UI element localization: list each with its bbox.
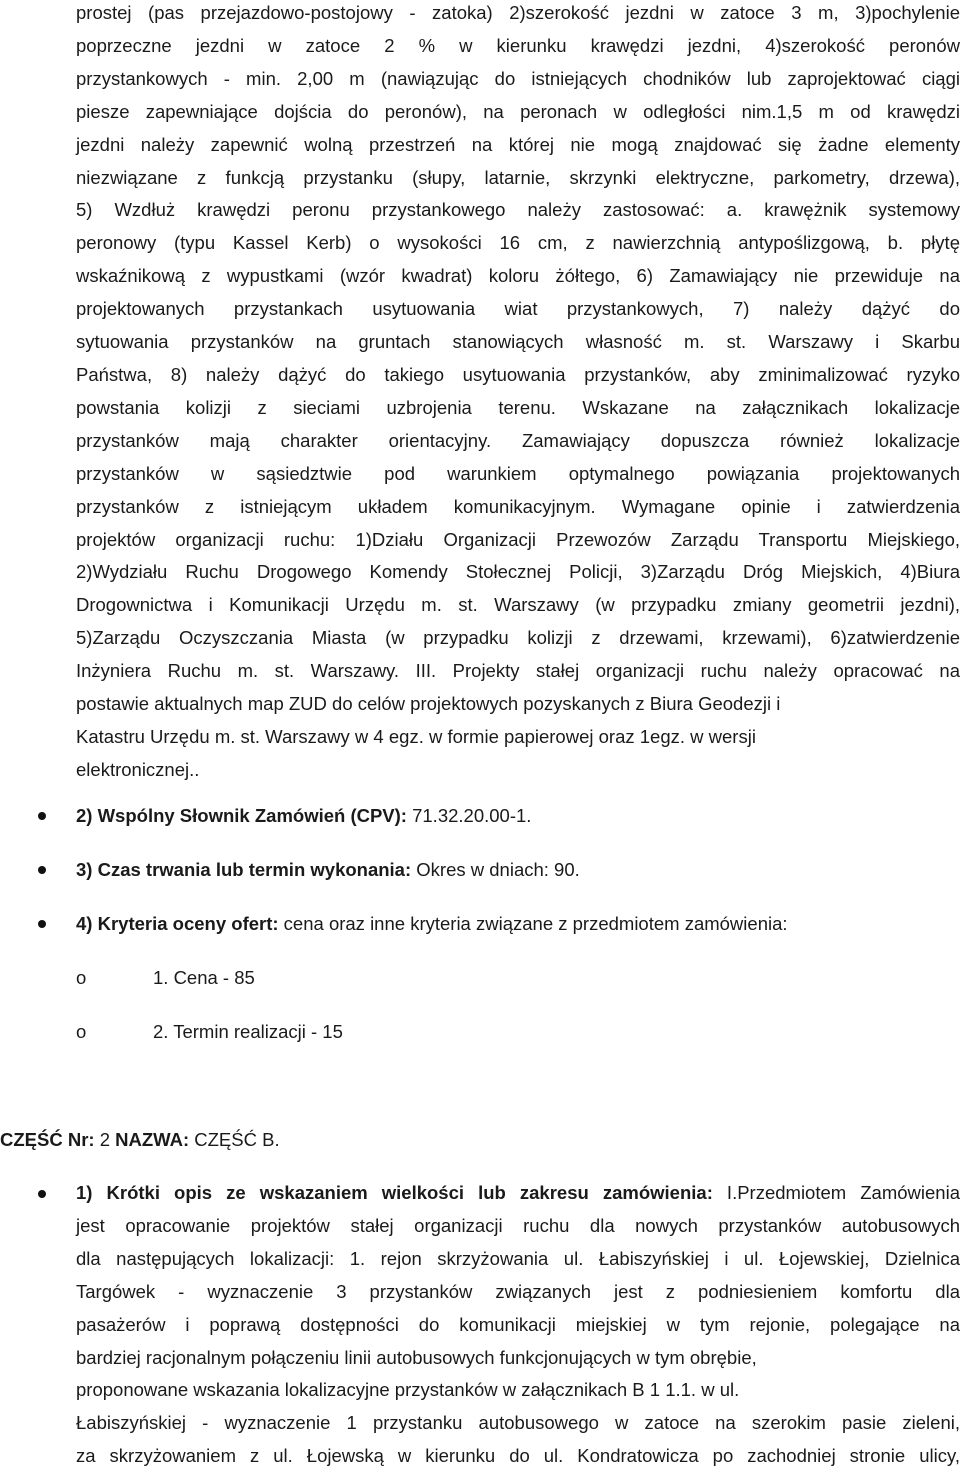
text-line: projektów organizacji ruchu: 1)Działu Organizacji Przewozów Zarządu Transportu Miejskiego, (76, 528, 960, 550)
text-line: za skrzyżowaniem z ul. Łojewską w kierunku do ul. Kondratowicza po zachodniej stronie ulicy, (76, 1445, 960, 1467)
criteria-value: cena oraz inne kryteria związane z przedmiotem zamówienia: (278, 913, 788, 934)
text-line: 5)Zarządu Oczyszczania Miasta (w przypadku kolizji z drzewami, krzewami), 6)zatwierdzenie (76, 627, 960, 649)
sub-bullet-marker: o (76, 1021, 87, 1042)
text-line: sytuowania przystanków na gruntach stanowiących własność m. st. Warszawy i Skarbu (76, 331, 960, 353)
text-line: jest opracowanie projektów stałej organizacji ruchu dla nowych przystanków autobusowych (76, 1214, 960, 1236)
name-value: CZĘŚĆ B. (189, 1129, 280, 1150)
text-line: Drogownictwa i Komunikacji Urzędu m. st. Warszawy (w przypadku zmiany geometrii jezdni), (76, 594, 960, 616)
duration-label: 3) Czas trwania lub termin wykonania: (76, 859, 412, 880)
text-line: pasażerów i poprawą dostępności do komunikacji miejskiej w tym rejonie, polegające na (76, 1313, 960, 1335)
text-line: Państwa, 8) należy dążyć do takiego usytuowania przystanków, aby zminimalizować ryzyko (76, 363, 960, 385)
text-line: prostej (pas przejazdowo-postojowy - zatoka) 2)szerokość jezdni w zatoce 3 m, 3)pochylenie (76, 2, 960, 23)
text-line: proponowane wskazania lokalizacyjne przystanków w załącznikach B 1 1.1. w ul. (76, 1379, 740, 1401)
text-line: przystanków z istniejącym układem komunikacyjnym. Wymagane opinie i zatwierdzenia (76, 495, 960, 517)
text-line: Łabiszyńskiej - wyznaczenie 1 przystanku autobusowego w zatoce na szerokim pasie zieleni, (76, 1412, 960, 1434)
text-line: Inżyniera Ruchu m. st. Warszawy. III. Projekty stałej organizacji ruchu należy opracować na (76, 660, 960, 682)
text-line: wskaźnikową z wypustkami (wzór kwadrat) koloru żółtego, 6) Zamawiający nie przewiduje na (76, 265, 960, 287)
part-heading (0, 1124, 280, 1156)
text-line: 5) Wzdłuż krawędzi peronu przystankowego należy zastosować: a. krawężnik systemowy (76, 199, 960, 221)
short-description-label: 1) Krótki opis ze wskazaniem wielkości lub zakresu zamówienia: (76, 1182, 713, 1203)
text-line: przystanków w sąsiedztwie pod warunkiem optymalnego powiązania projektowanych (76, 462, 960, 484)
text-line: Targówek - wyznaczenie 3 przystanków związanych jest z podniesieniem komfortu dla (76, 1280, 960, 1302)
name-label: NAZWA: (115, 1129, 190, 1150)
bullet-icon (38, 1190, 46, 1198)
text-line: postawie aktualnych map ZUD do celów projektowych pozyskanych z Biura Geodezji i (76, 693, 781, 715)
bullet-icon (38, 812, 46, 820)
text-line: niezwiązane z funkcją przystanku (słupy, latarnie, skrzynki elektryczne, parkometry, drzewa), (76, 166, 960, 188)
specification-paragraph (76, 0, 960, 787)
text-line: elektronicznej.. (76, 758, 200, 780)
text-line: dla następujących lokalizacji: 1. rejon skrzyżowania ul. Łabiszyńskiej i ul. Łojewskiej, Dzielnica (76, 1247, 960, 1269)
part-number: 2 (94, 1129, 116, 1150)
text-line: bardziej racjonalnym połączeniu linii autobusowych funkcjonujących w tym obrębie, (76, 1346, 757, 1368)
text-line: przystankowych - min. 2,00 m (nawiązując do istniejących chodników lub zaprojektować ciągi (76, 67, 960, 89)
cpv-value: 71.32.20.00-1. (406, 805, 532, 826)
criteria-deadline: 2. Termin realizacji - 15 (153, 1021, 343, 1042)
text-line: projektowanych przystankach usytuowania wiat przystankowych, 7) należy dążyć do (76, 298, 960, 320)
sub-bullet-marker: o (76, 967, 87, 988)
part-label: CZĘŚĆ Nr: (0, 1129, 95, 1150)
text-line: 1) Krótki opis ze wskazaniem wielkości lub zakresu zamówienia: I.Przedmiotem Zamówienia (76, 1182, 960, 1203)
text-line: 2)Wydziału Ruchu Drogowego Komendy Stołecznej Policji, 3)Zarządu Dróg Miejskich, 4)Biura (76, 561, 960, 583)
text-line: powstania kolizji z sieciami uzbrojenia terenu. Wskazane na załącznikach lokalizacje (76, 396, 960, 418)
criteria-price: 1. Cena - 85 (153, 967, 255, 988)
text-line: Katastru Urzędu m. st. Warszawy w 4 egz. w formie papierowej oraz 1egz. w wersji (76, 725, 756, 747)
text-line: piesze zapewniające dojścia do peronów), na peronach w odległości nim.1,5 m od krawędzi (76, 100, 960, 122)
text-line: jezdni należy zapewnić wolną przestrzeń na której nie mogą znajdować się żadne elementy (76, 133, 960, 155)
bullet-icon (38, 920, 46, 928)
text-line: poprzeczne jezdni w zatoce 2 % w kierunku krawędzi jezdni, 4)szerokość peronów (76, 34, 960, 56)
bullet-icon (38, 866, 46, 874)
text-line: peronowy (typu Kassel Kerb) o wysokości 16 cm, z nawierzchnią antypoślizgową, b. płytę (76, 232, 960, 254)
text-line: przystanków mają charakter orientacyjny. Zamawiający dopuszcza również lokalizacje (76, 429, 960, 451)
short-description-paragraph (76, 1177, 960, 1473)
cpv-label: 2) Wspólny Słownik Zamówień (CPV): (76, 805, 407, 826)
criteria-label: 4) Kryteria oceny ofert: (76, 913, 279, 934)
duration-value: Okres w dniach: 90. (411, 859, 580, 880)
